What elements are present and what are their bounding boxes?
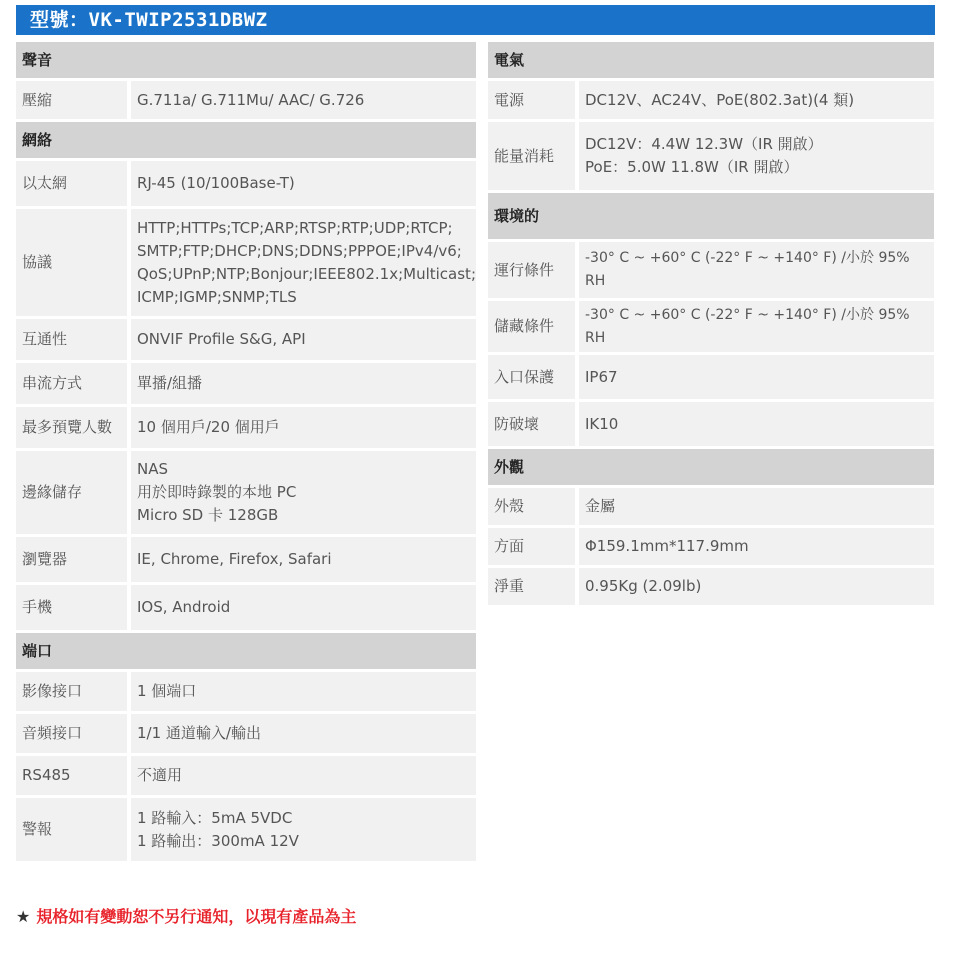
consumption-line: PoE：5.0W 11.8W（IR 開啟）: [585, 158, 799, 176]
spec-label: 串流方式: [16, 363, 127, 404]
right-spec-column: [488, 42, 934, 608]
spec-value: 1 個端口: [131, 672, 476, 711]
section-header-ports: 端口: [16, 633, 476, 669]
spec-value: 單播/組播: [131, 363, 476, 404]
spec-label: 方面: [488, 528, 575, 565]
spec-row-compression: [16, 81, 476, 119]
spec-row-streaming: [16, 363, 476, 404]
spec-value: 不適用: [131, 756, 476, 795]
consumption-line: DC12V：4.4W 12.3W（IR 開啟）: [585, 135, 823, 153]
left-spec-column: [16, 42, 476, 864]
spec-row-video-port: [16, 672, 476, 711]
spec-label: 壓縮: [16, 81, 127, 119]
spec-label: 互通性: [16, 319, 127, 360]
spec-row-net-weight: [488, 568, 934, 605]
spec-row-vandal-resistance: [488, 402, 934, 446]
spec-value: Φ159.1mm*117.9mm: [579, 528, 934, 565]
spec-row-protocols: [16, 209, 476, 316]
spec-row-edge-storage: [16, 451, 476, 534]
spec-label: RS485: [16, 756, 127, 795]
storage-line: Micro SD 卡 128GB: [137, 506, 279, 524]
protocols-line: HTTP;HTTPs;TCP;ARP;RTSP;RTP;UDP;RTCP;: [136, 218, 453, 237]
spec-label: 外殼: [488, 488, 575, 525]
spec-row-rs485: [16, 756, 476, 795]
spec-label: 儲藏條件: [488, 301, 575, 352]
spec-row-ingress-protection: [488, 355, 934, 399]
spec-row-ethernet: [16, 161, 476, 206]
spec-row-power: [488, 81, 934, 119]
spec-value: 0.95Kg (2.09lb): [579, 568, 934, 605]
spec-row-power-consumption: [488, 122, 934, 190]
spec-value: [579, 122, 934, 190]
spec-value: -30° C ~ +60° C (-22° F ~ +140° F) /小於 95% RH: [579, 242, 934, 298]
spec-row-max-viewers: [16, 407, 476, 448]
section-header-environment: 環境的: [488, 193, 934, 239]
spec-row-storage-conditions: [488, 301, 934, 352]
model-title: 型號：VK-TWIP2531DBWZ: [16, 5, 935, 35]
spec-label: 邊緣儲存: [16, 451, 127, 534]
storage-line: NAS: [137, 460, 169, 478]
spec-value: G.711a/ G.711Mu/ AAC/ G.726: [131, 81, 476, 119]
section-header-audio: 聲音: [16, 42, 476, 78]
spec-label: 防破壞: [488, 402, 575, 446]
spec-label: 電源: [488, 81, 575, 119]
spec-value: [131, 798, 476, 861]
spec-label: 以太網: [16, 161, 127, 206]
alarm-line: 1 路輸出：300mA 12V: [137, 831, 299, 850]
spec-label: 淨重: [488, 568, 575, 605]
spec-row-alarm: [16, 798, 476, 861]
spec-label: 協議: [16, 209, 127, 316]
spec-label: 運行條件: [488, 242, 575, 298]
spec-label: 警報: [16, 798, 127, 861]
protocols-line: QoS;UPnP;NTP;Bonjour;IEEE802.1x;Multicast;: [136, 264, 476, 283]
spec-label: 影像接口: [16, 672, 127, 711]
spec-row-dimensions: [488, 528, 934, 565]
section-header-electrical: 電氣: [488, 42, 934, 78]
spec-label: 能量消耗: [488, 122, 575, 190]
spec-value: RJ-45 (10/100Base-T): [131, 161, 476, 206]
spec-value: -30° C ~ +60° C (-22° F ~ +140° F) /小於 95% RH: [579, 301, 934, 352]
spec-label: 最多預覽人數: [16, 407, 127, 448]
spec-value: [131, 209, 476, 316]
section-header-appearance: 外觀: [488, 449, 934, 485]
spec-value: IK10: [579, 402, 934, 446]
spec-row-audio-port: [16, 714, 476, 753]
spec-value: 1/1 通道輸入/輸出: [131, 714, 476, 753]
spec-label: 入口保護: [488, 355, 575, 399]
spec-value: ONVIF Profile S&G, API: [131, 319, 476, 360]
spec-label: 音頻接口: [16, 714, 127, 753]
spec-row-mobile: [16, 585, 476, 630]
section-header-network: 網絡: [16, 122, 476, 158]
disclaimer-text: 規格如有變動恕不另行通知，以現有產品為主: [36, 907, 357, 926]
spec-value: 10 個用戶/20 個用戶: [131, 407, 476, 448]
spec-row-browser: [16, 537, 476, 582]
spec-row-housing: [488, 488, 934, 525]
spec-label: 瀏覽器: [16, 537, 127, 582]
star-icon: ★: [16, 907, 31, 926]
protocols-line: SMTP;FTP;DHCP;DNS;DDNS;PPPOE;IPv4/v6;: [136, 241, 462, 260]
disclaimer-footnote: [16, 904, 356, 927]
spec-row-operating-conditions: [488, 242, 934, 298]
storage-line: 用於即時錄製的本地 PC: [137, 483, 297, 501]
spec-value: IE, Chrome, Firefox, Safari: [131, 537, 476, 582]
spec-value: 金屬: [579, 488, 934, 525]
protocols-line: ICMP;IGMP;SNMP;TLS: [136, 287, 297, 306]
spec-value: IP67: [579, 355, 934, 399]
alarm-line: 1 路輸入：5mA 5VDC: [137, 808, 293, 827]
spec-label: 手機: [16, 585, 127, 630]
spec-value: IOS, Android: [131, 585, 476, 630]
spec-row-interoperability: [16, 319, 476, 360]
spec-value: [131, 451, 476, 534]
spec-value: DC12V、AC24V、PoE(802.3at)(4 類): [579, 81, 934, 119]
